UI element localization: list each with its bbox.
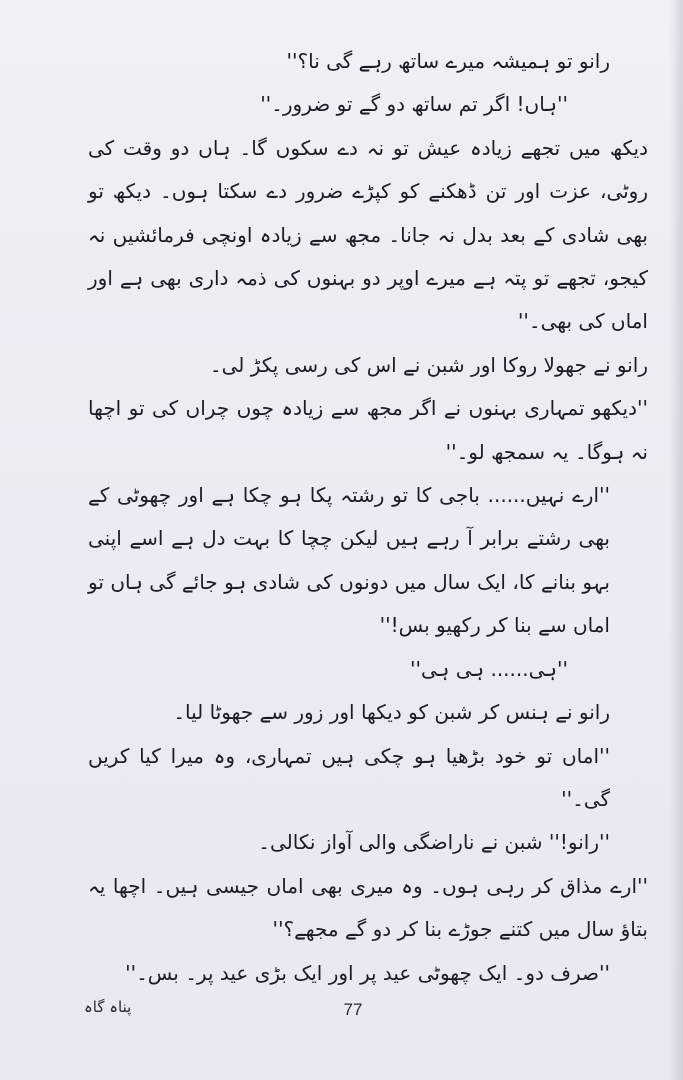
text-paragraph-5: ''دیکھو تمہاری بہنوں نے اگر مجھ سے زیادہ چوں چراں کی تو اچھا نہ ہوگا۔ یہ سمجھ لو۔'' <box>88 396 648 464</box>
text-paragraph-6: ''ارے نہیں...... باجی کا تو رشتہ پکا ہو چکا ہے اور چھوٹی کے بھی رشتے برابر آ رہے ہیں لیکن چچا کا بہت دل ہے اسے اپنی بہو بنانے کا، ایک سال میں دونوں کی شادی ہو جائے گی ہاں تو اماں سے بنا کر رکھیو بس!'' <box>88 483 610 638</box>
text-line-1: رانو تو ہمیشہ میرے ساتھ رہے گی نا؟'' <box>286 49 610 73</box>
text-line-9: ''اماں تو خود بڑھیا ہو چکی ہیں تمہاری، وہ میرا کیا کریں گی۔'' <box>88 743 610 811</box>
book-title: پناہ گاہ <box>84 998 132 1016</box>
text-line-4: رانو نے جھولا روکا اور شبن نے اس کی رسی پکڑ لی۔ <box>209 352 648 377</box>
page-spine-shadow <box>669 0 683 1080</box>
text-paragraph-11: ''ارے مذاق کر رہی ہوں۔ وہ میری بھی اماں جیسی ہیں۔ اچھا یہ بتاؤ سال میں کتنے جوڑے بنا کر دو گے مجھے؟'' <box>88 873 648 942</box>
page-text <box>88 40 648 995</box>
text-line-7: ''ہی...... ہی ہی'' <box>409 656 568 681</box>
text-line-2: ''ہاں! اگر تم ساتھ دو گے تو ضرور۔'' <box>260 92 568 117</box>
text-line-10: ''رانو!'' شبن نے ناراضگی والی آواز نکالی۔ <box>258 830 610 855</box>
text-paragraph-3: دیکھ میں تجھے زیادہ عیش تو نہ دے سکوں گا۔ ہاں دو وقت کی روٹی، عزت اور تن ڈھکنے کو کپڑے ضرور دے سکتا ہوں۔ دیکھ تو بھی شادی کے بعد بدل نہ جانا۔ مجھ سے زیادہ اونچی فرمائشیں نہ کیجو، تجھے تو پتہ ہے میرے اوپر دو بہنوں کی ذمہ داری بھی ہے اور اماں کی بھی۔'' <box>88 135 648 334</box>
text-line-8: رانو نے ہنس کر شبن کو دیکھا اور زور سے جھوٹا لیا۔ <box>173 700 610 725</box>
page-number: 77 <box>343 1000 363 1019</box>
text-line-12: ''صرف دو۔ ایک چھوٹی عید پر اور ایک بڑی عید پر۔ بس۔'' <box>125 960 610 985</box>
